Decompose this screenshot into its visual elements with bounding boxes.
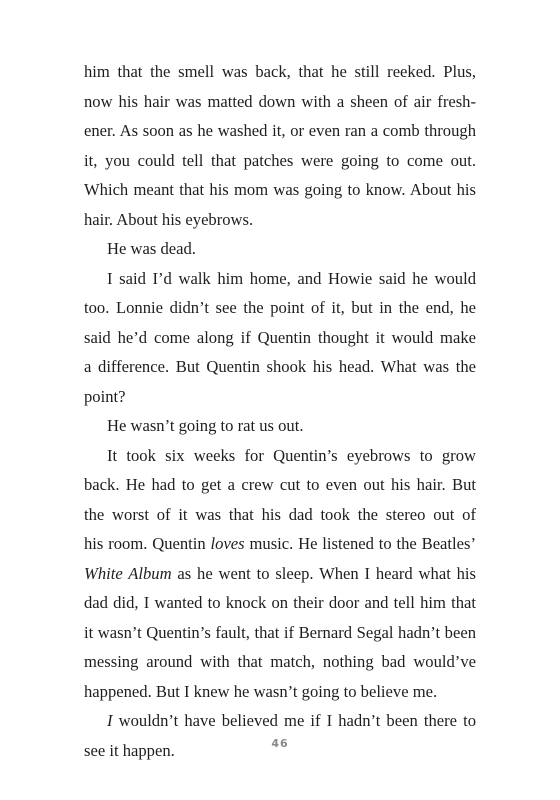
text-run: music. He listened to the Beatles’ — [244, 534, 476, 553]
text-line: hair. About his eyebrows. — [84, 209, 254, 229]
italic-run: loves — [210, 534, 245, 553]
text-line: Which meant that his mom was going to know. About his — [84, 180, 476, 199]
text-line: point? — [84, 386, 126, 406]
text-line: messing around with that match, nothing bad would’ve — [84, 652, 476, 671]
text-run: wouldn’t have believed me if I hadn’t been there to — [112, 711, 476, 730]
text-line: see it happen. — [84, 740, 175, 760]
text-line: the worst of it was that his dad took the stereo out of — [84, 504, 476, 524]
text-line — [84, 559, 476, 589]
text-line: a difference. But Quentin shook his head. What was the — [84, 357, 476, 376]
text-line: happened. But I knew he wasn’t going to believe me. — [84, 681, 438, 701]
italic-run: I — [107, 711, 113, 730]
text-run: his room. Quentin — [84, 534, 211, 553]
text-line: He wasn’t going to rat us out. — [107, 416, 304, 435]
text-line: said he’d come along if Quentin thought it would make — [84, 327, 476, 347]
text-line: It took six weeks for Quentin’s eyebrows to grow — [107, 445, 476, 465]
paragraph — [84, 706, 476, 765]
text-line: back. He had to get a crew cut to even out his hair. But — [84, 475, 476, 494]
paragraph — [84, 264, 476, 412]
paragraph — [84, 441, 476, 707]
text-line: I said I’d walk him home, and Howie said he would — [107, 268, 476, 288]
text-run: as he went to sleep. When I heard what his — [171, 563, 476, 583]
body-text — [84, 57, 476, 765]
paragraph — [84, 57, 476, 234]
paragraph — [84, 411, 476, 441]
text-line: him that the smell was back, that he still reeked. Plus, — [84, 62, 476, 81]
text-line: ener. As soon as he washed it, or even ran a comb through — [84, 121, 476, 140]
italic-run: White Album — [84, 563, 172, 583]
text-line: He was dead. — [107, 239, 196, 258]
text-line — [84, 529, 476, 559]
page-number: 46 — [271, 737, 289, 750]
paragraph — [84, 234, 476, 264]
text-line: too. Lonnie didn’t see the point of it, but in the end, he — [84, 298, 476, 317]
text-line — [84, 706, 476, 736]
text-line: now his hair was matted down with a sheen of air fresh- — [84, 91, 476, 111]
text-line: it wasn’t Quentin’s fault, that if Bernard Segal hadn’t been — [84, 622, 476, 642]
text-line: dad did, I wanted to knock on their door and tell him that — [84, 593, 476, 612]
text-line: it, you could tell that patches were going to come out. — [84, 150, 476, 170]
